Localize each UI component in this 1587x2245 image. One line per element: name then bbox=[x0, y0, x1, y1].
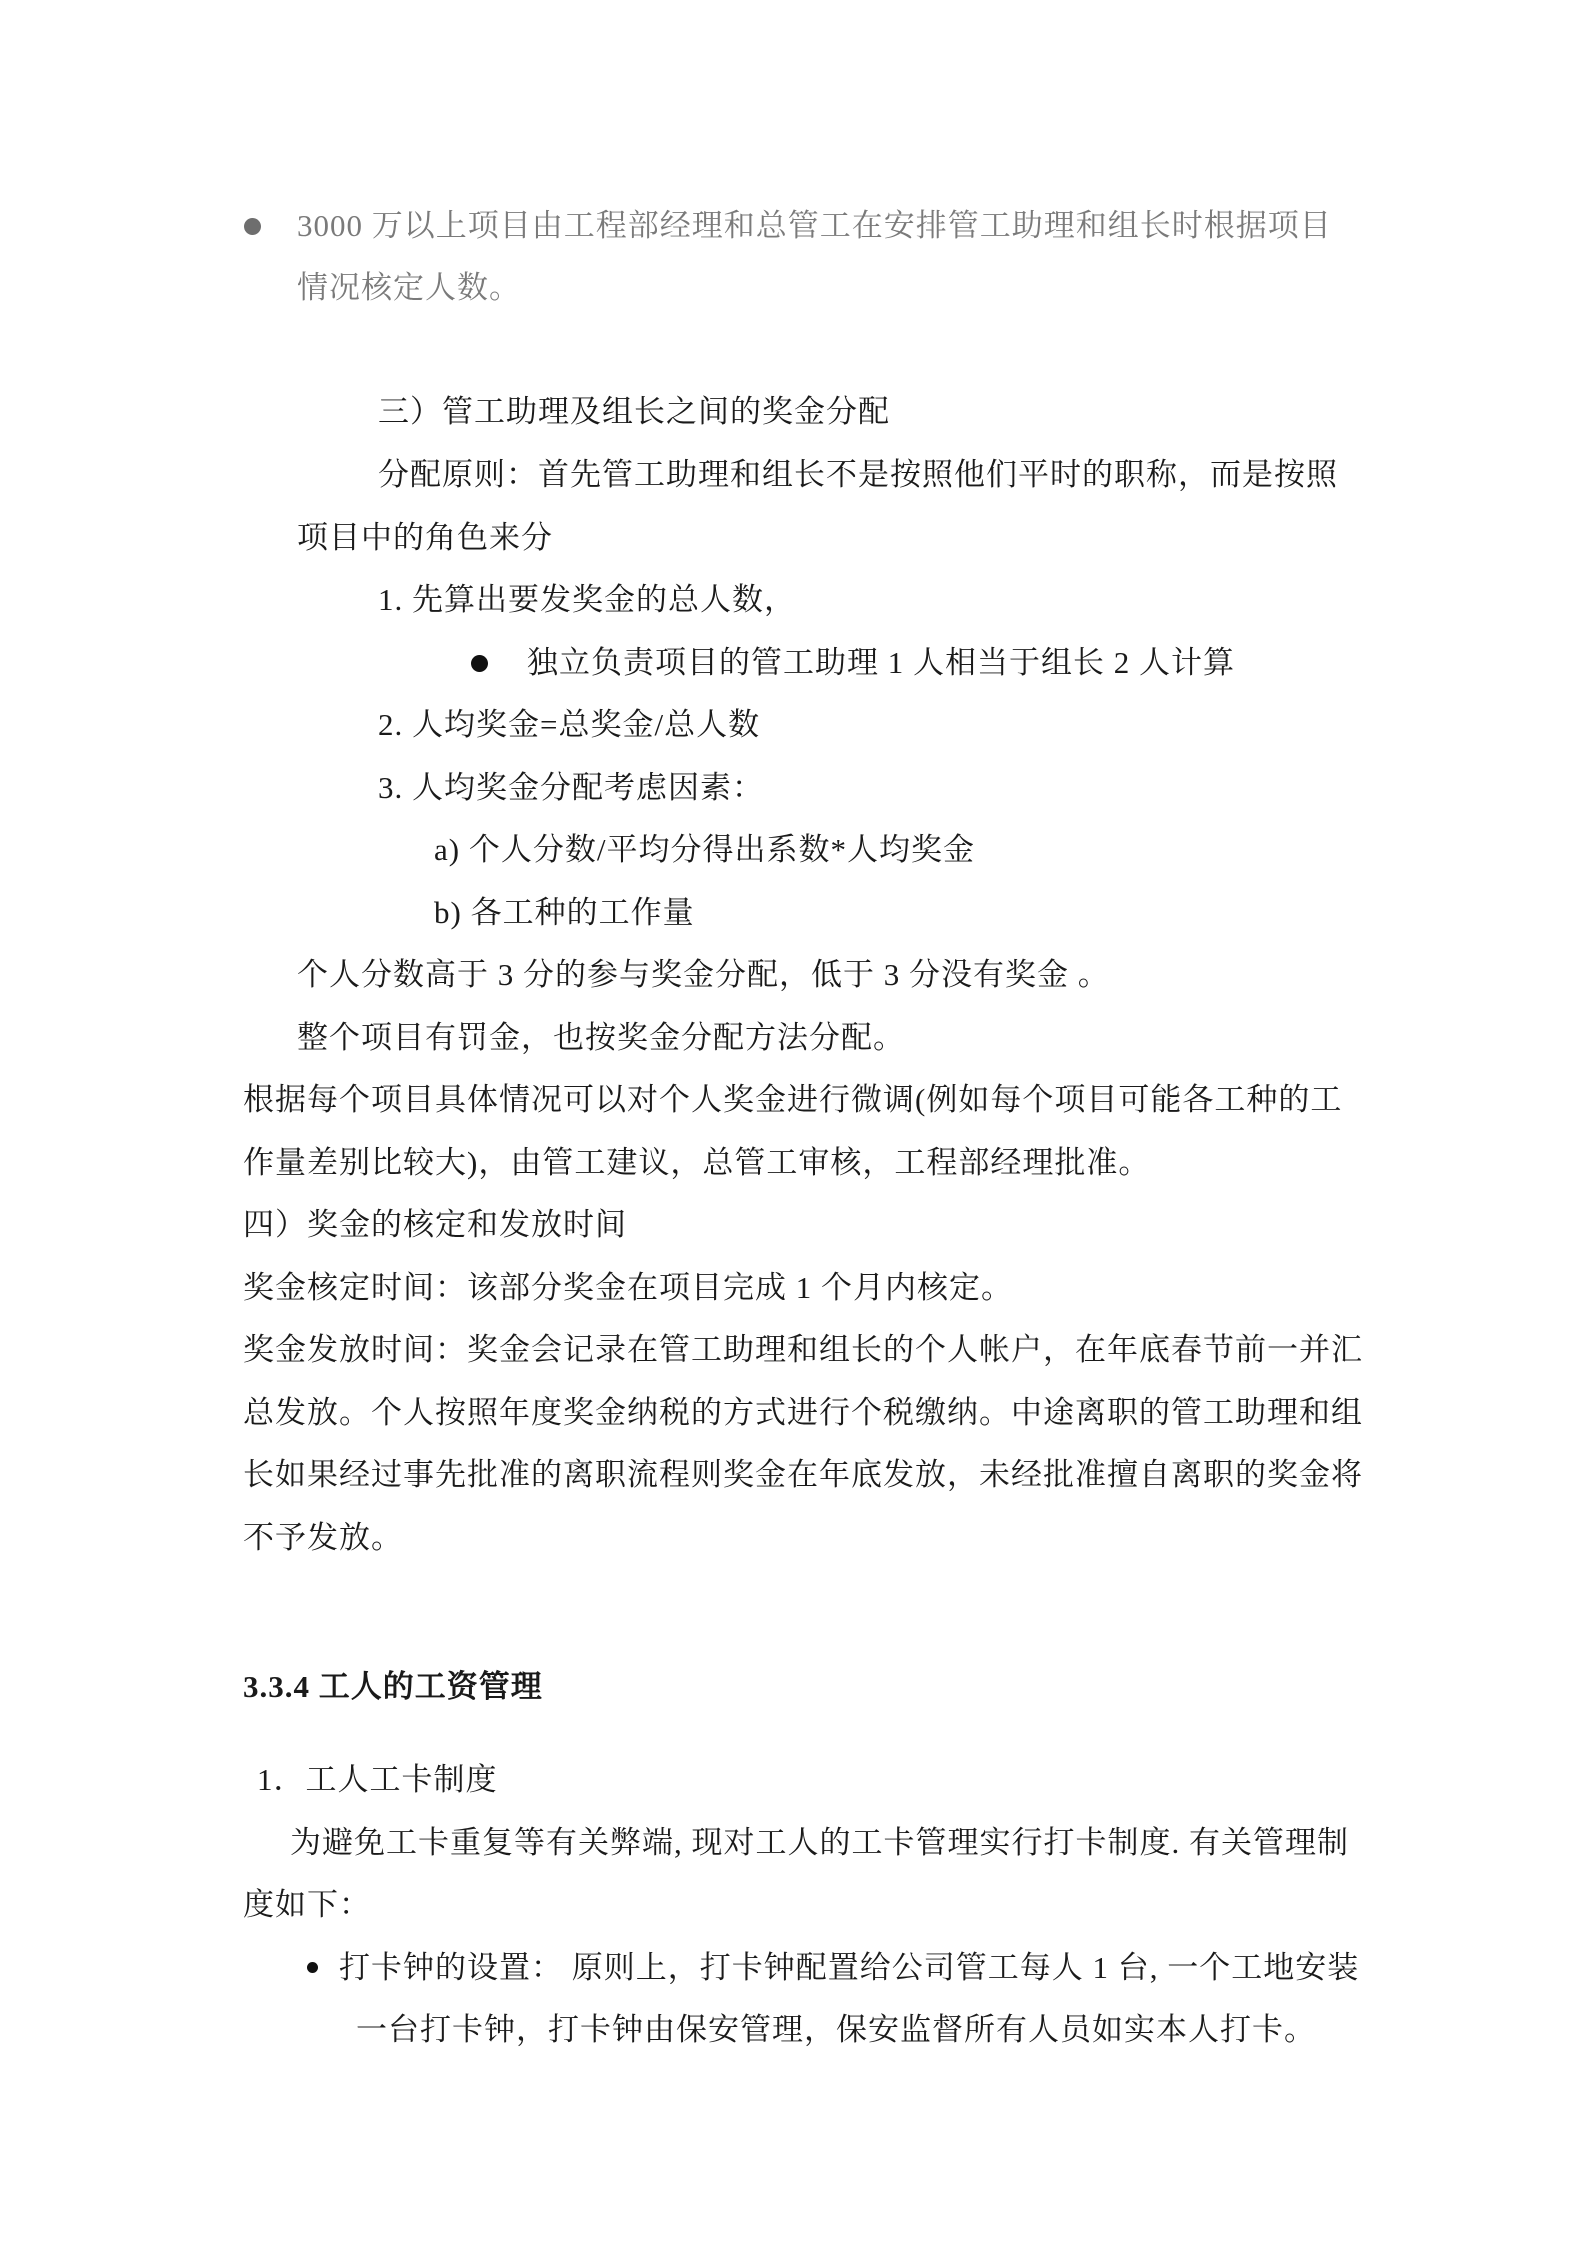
payout-line-3: 长如果经过事先批准的离职流程则奖金在年底发放，未经批准擅自离职的奖金将 bbox=[243, 1457, 1363, 1492]
principle-line-2: 项目中的角色来分 bbox=[297, 520, 553, 555]
payout-line-4: 不予发放。 bbox=[243, 1520, 403, 1555]
bullet-icon bbox=[244, 218, 261, 235]
top-bullet-line-1: 3000 万以上项目由工程部经理和总管工在安排管工助理和组长时根据项目 bbox=[297, 208, 1332, 243]
step-3b: b) 各工种的工作量 bbox=[434, 895, 695, 930]
score-rule: 个人分数高于 3 分的参与奖金分配，低于 3 分没有奖金 。 bbox=[297, 957, 1110, 992]
step-3a: a) 个人分数/平均分得出系数*人均奖金 bbox=[434, 832, 975, 867]
principle-line-1: 分配原则：首先管工助理和组长不是按照他们平时的职称，而是按照 bbox=[378, 457, 1338, 492]
payout-line-2: 总发放。个人按照年度奖金纳税的方式进行个税缴纳。中途离职的管工助理和组 bbox=[243, 1395, 1363, 1430]
step-1-bullet: 独立负责项目的管工助理 1 人相当于组长 2 人计算 bbox=[527, 645, 1235, 680]
adjust-line-2: 作量差别比较大)，由管工建议，总管工审核，工程部经理批准。 bbox=[243, 1145, 1151, 1180]
bullet-icon bbox=[307, 1962, 318, 1973]
clock-bullet-line-2: 一台打卡钟，打卡钟由保安管理，保安监督所有人员如实本人打卡。 bbox=[356, 2012, 1316, 2047]
approval-time: 奖金核定时间：该部分奖金在项目完成 1 个月内核定。 bbox=[243, 1270, 1013, 1305]
intro-line-1: 为避免工卡重复等有关弊端, 现对工人的工卡管理实行打卡制度. 有关管理制 bbox=[290, 1825, 1349, 1860]
penalty-rule: 整个项目有罚金，也按奖金分配方法分配。 bbox=[297, 1020, 905, 1055]
intro-line-2: 度如下： bbox=[243, 1887, 371, 1922]
section-4-title: 四）奖金的核定和发放时间 bbox=[243, 1207, 627, 1242]
step-3: 3. 人均奖金分配考虑因素： bbox=[378, 770, 764, 805]
section-334-heading: 3.3.4 工人的工资管理 bbox=[243, 1669, 543, 1704]
adjust-line-1: 根据每个项目具体情况可以对个人奖金进行微调(例如每个项目可能各工种的工 bbox=[243, 1082, 1343, 1117]
payout-line-1: 奖金发放时间：奖金会记录在管工助理和组长的个人帐户，在年底春节前一并汇 bbox=[243, 1332, 1363, 1367]
section-3-title: 三）管工助理及组长之间的奖金分配 bbox=[378, 394, 890, 429]
step-1: 1. 先算出要发奖金的总人数， bbox=[378, 582, 796, 617]
bullet-icon bbox=[471, 655, 488, 672]
item-1: 1．工人工卡制度 bbox=[257, 1762, 498, 1797]
step-2: 2. 人均奖金=总奖金/总人数 bbox=[378, 707, 761, 742]
clock-bullet-line-1: 打卡钟的设置： 原则上，打卡钟配置给公司管工每人 1 台, 一个工地安装 bbox=[339, 1950, 1360, 1985]
top-bullet-line-2: 情况核定人数。 bbox=[297, 270, 521, 305]
